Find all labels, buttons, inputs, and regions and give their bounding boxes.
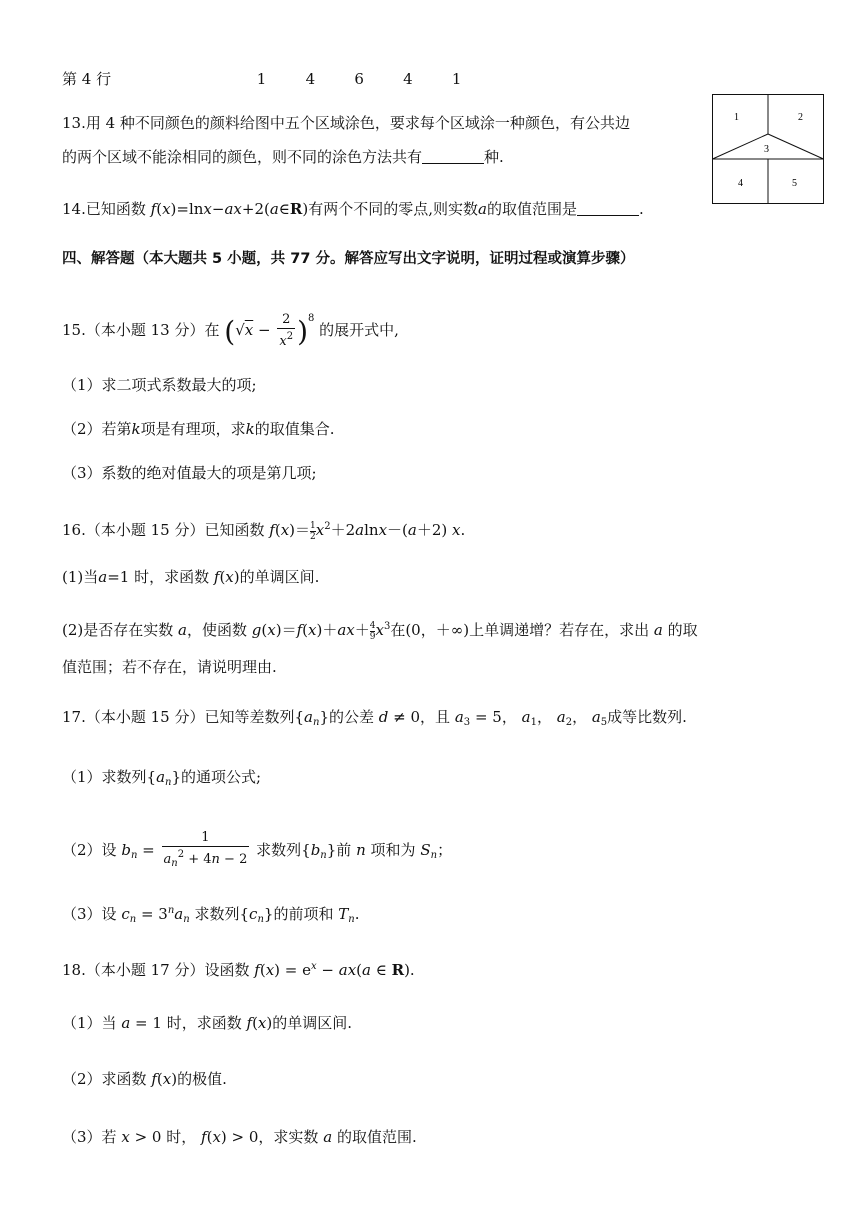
region-label: 3 xyxy=(764,144,769,155)
row-label: 第 4 行 xyxy=(62,70,112,88)
q18-head: 18.（本小题 17 分）设函数 $f(x) = e^x - ax(a$ ∈ R). xyxy=(62,961,415,979)
binomial-expression: (√x − $\frac{2}{x^2}$ )$^8$ xyxy=(224,312,315,349)
q16-head: 16.（本小题 15 分）已知函数 f(x)＝ $\frac{1}{2}x^2+2alnx-(a+2)$ x. xyxy=(62,520,466,542)
q17-part1: （1）求数列$\{a_n\}$的通项公式; xyxy=(62,768,262,788)
q15-part1: （1）求二项式系数最大的项; xyxy=(62,376,257,394)
q17-part2: （2）设 $b_n$ = $\frac{1}{a_n^2 + 4n - 2}$ 求数列$\{b_n\}$前 n 项和为 $S_n$； xyxy=(62,830,453,869)
q15-head: 15.（本小题 13 分）在 (√x − $\frac{2}{x^2}$ )$^8$ 的展开式中, xyxy=(62,312,399,349)
region-label: 1 xyxy=(734,112,739,123)
q16-formula: f(x)＝ $\frac{1}{2}x^2+2alnx-(a+2)$ x. xyxy=(269,520,466,542)
q14-formula: f(x)=lnx−ax+2(a∈R) xyxy=(150,200,309,218)
q18-part1: （1）当 a = 1 时，求函数 f(x)的单调区间. xyxy=(62,1014,353,1032)
region-label: 4 xyxy=(738,178,743,189)
region-label: 5 xyxy=(792,178,797,189)
q16-part1: (1)当a=1 时，求函数 f(x)的单调区间. xyxy=(62,568,320,586)
section-heading: 四、解答题（本大题共 5 小题，共 77 分。解答应写出文字说明，证明过程或演算步骤） xyxy=(62,251,635,267)
q17-part3: （3）设 $c_n = 3^na_n$ 求数列$\{c_n\}$的前项和 $T_n$. xyxy=(62,905,360,925)
q15-part2: （2）若第k项是有理项，求k的取值集合. xyxy=(62,420,335,438)
q13-line2 xyxy=(62,146,504,168)
q17-head: 17.（本小题 15 分）已知等差数列$\{a_n\}$的公差 d ≠ 0，且 $a_3 = 5$， $a_1$， $a_2$， $a_5$成等比数列. xyxy=(62,708,687,728)
row-value: 4 xyxy=(305,70,316,88)
q18-part2: （2）求函数 f(x)的极值. xyxy=(62,1070,227,1088)
q14: 14.已知函数 f(x)=lnx−ax+2(a∈R)有两个不同的零点,则实数a的取值范围是 . xyxy=(62,200,644,218)
pascal-row-4 xyxy=(62,68,461,90)
q16-part2: (2)是否存在实数 a，使函数 g(x)＝f(x)＋ax＋ $\frac{4}{9}x^3$在(0，＋∞)上单调递增？若存在，求出 a 的取 xyxy=(62,620,698,642)
q13-text-end: 种. xyxy=(484,148,504,166)
row-value: 6 xyxy=(354,70,364,88)
answer-blank xyxy=(422,149,484,164)
q16-part2-cont: 值范围；若不存在，请说明理由. xyxy=(62,658,277,676)
answer-blank xyxy=(577,201,639,216)
row-value: 1 xyxy=(451,70,462,88)
q15-part3: （3）系数的绝对值最大的项是第几项; xyxy=(62,464,317,482)
row-value: 1 xyxy=(256,70,267,88)
q13-text: 的两个区域不能涂相同的颜色，则不同的涂色方法共有 xyxy=(62,148,423,166)
row-value: 4 xyxy=(403,70,413,88)
q13-line1: 13.用 4 种不同颜色的颜料给图中五个区域涂色，要求每个区域涂一种颜色，有公共边 xyxy=(62,114,630,132)
region-label: 2 xyxy=(798,112,803,123)
coloring-diagram xyxy=(712,94,824,204)
q18-part3: （3）若 x > 0 时， f(x) > 0，求实数 a 的取值范围. xyxy=(62,1128,417,1146)
